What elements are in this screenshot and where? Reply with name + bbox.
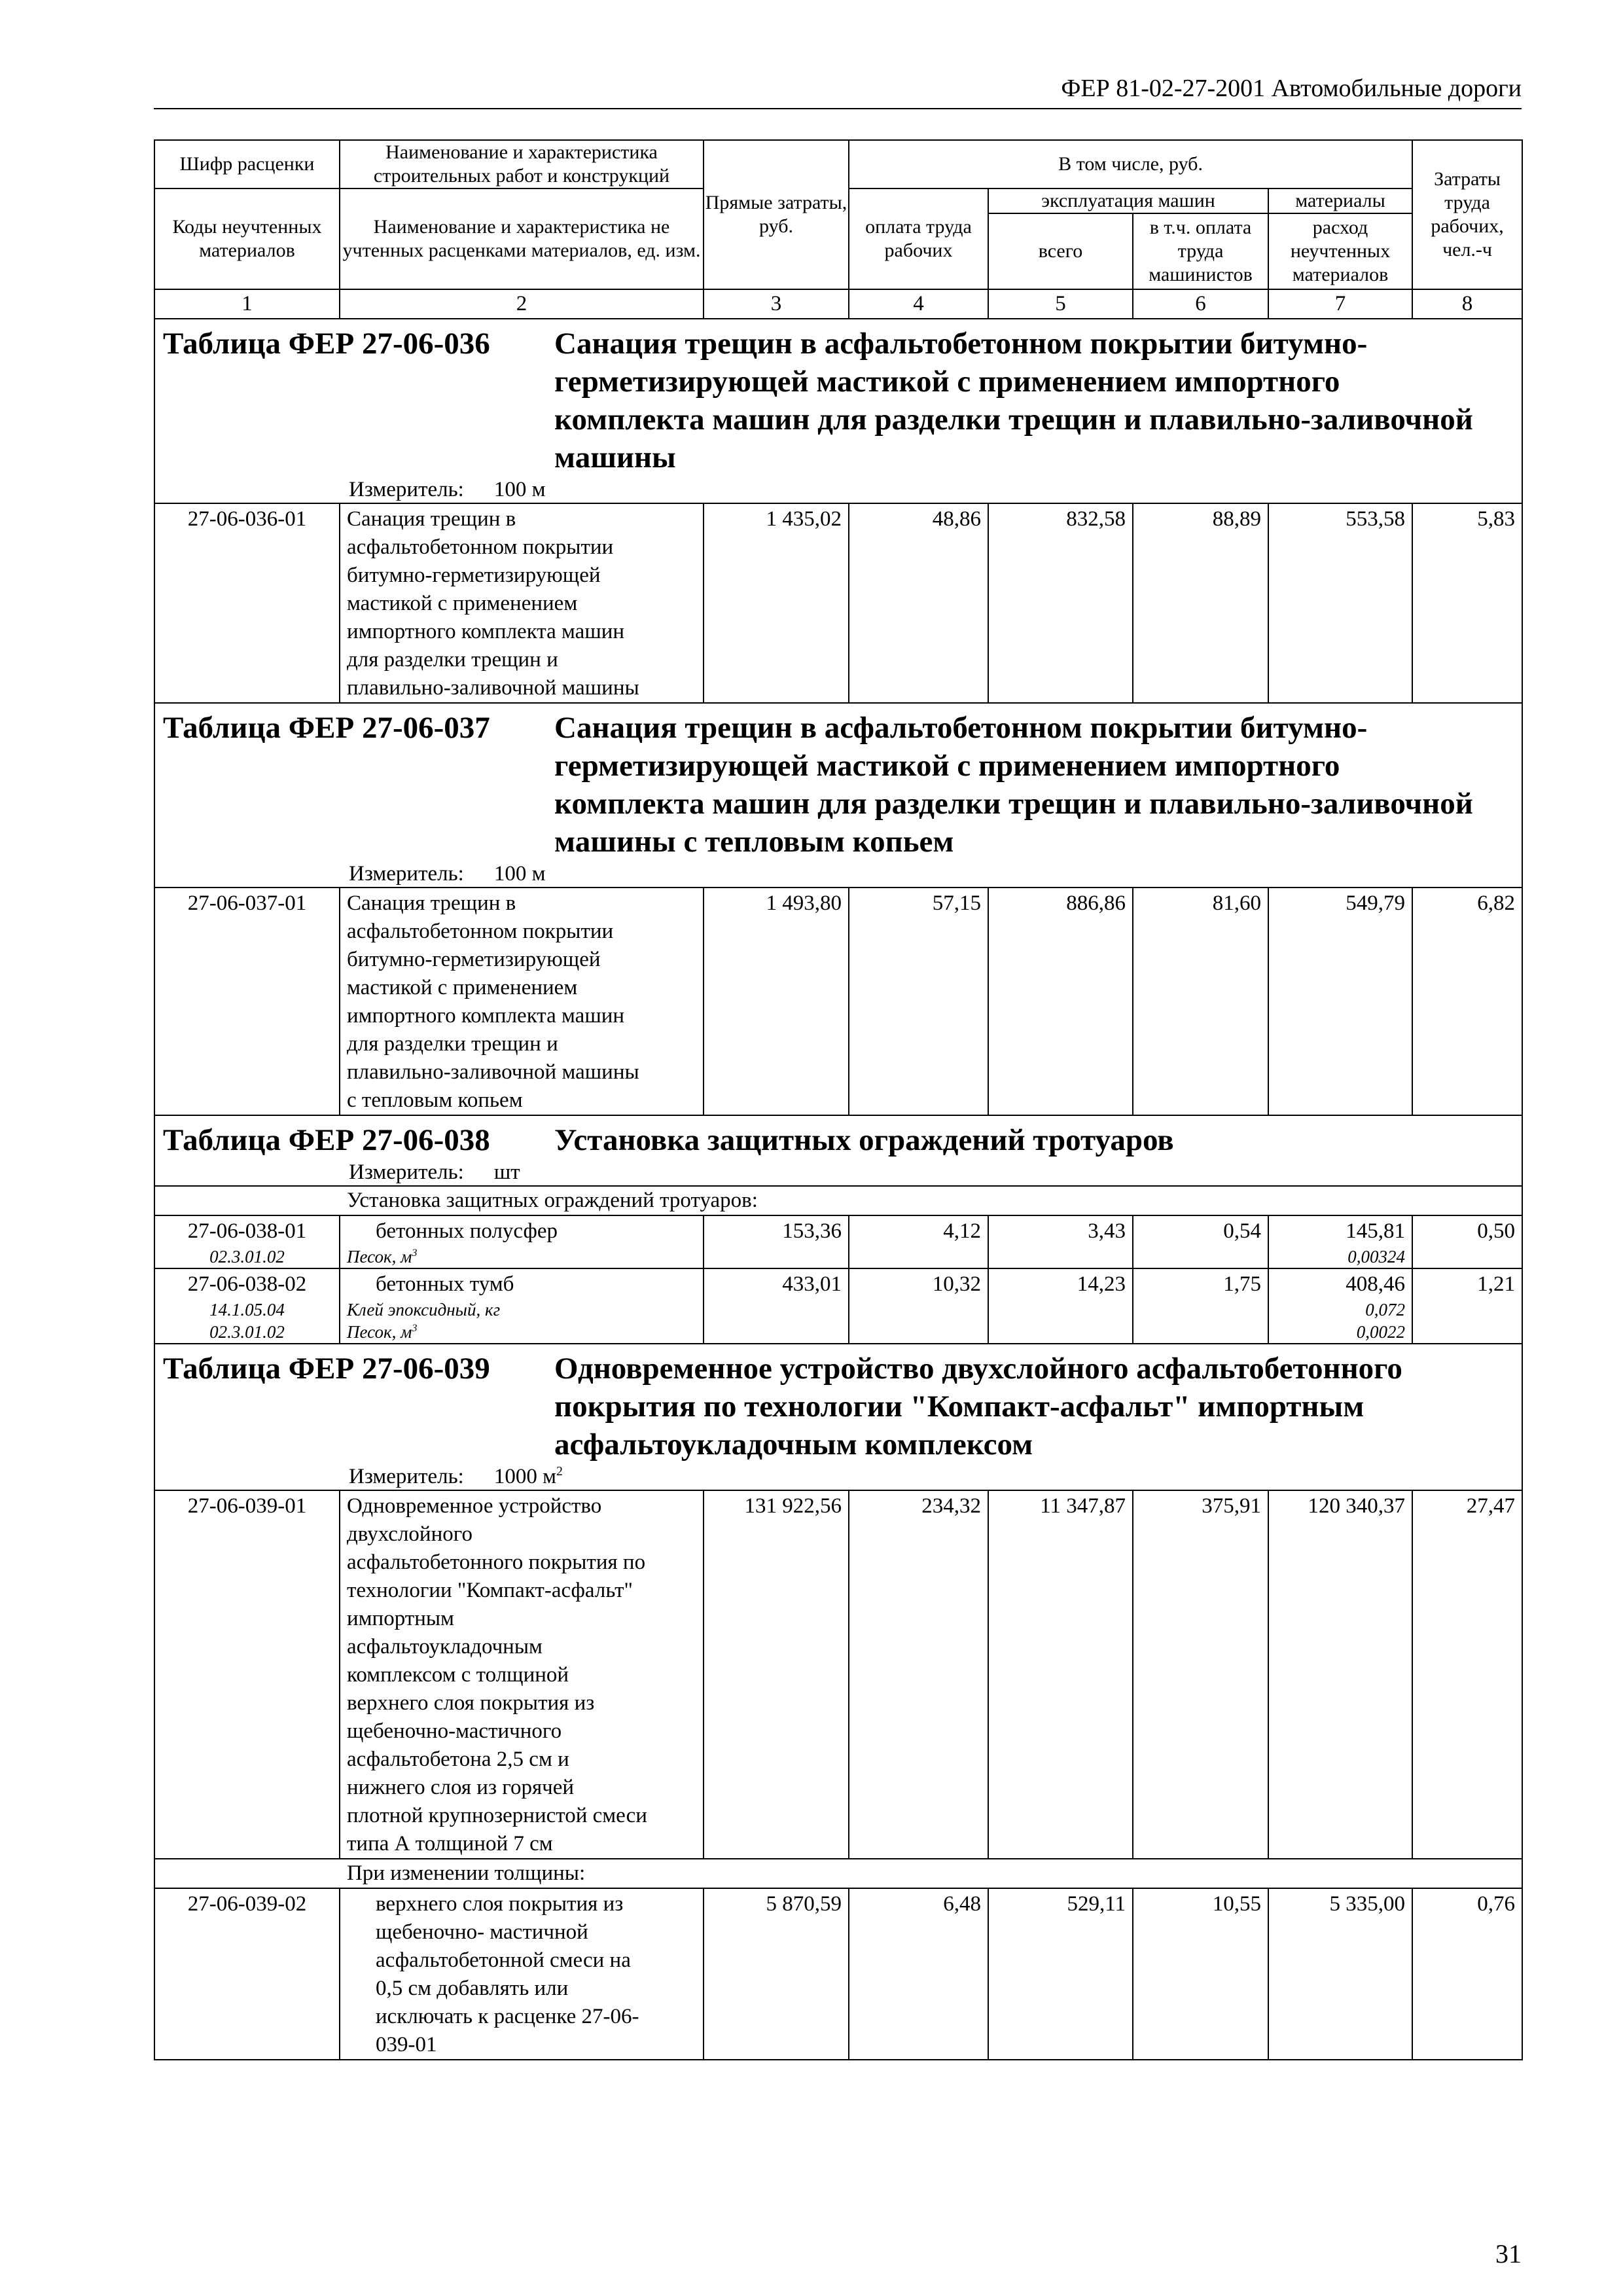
unit-superscript: 3 — [412, 1247, 418, 1259]
labor-hours: 0,76 — [1412, 1888, 1522, 2060]
rate-name-line: битумно-герметизирующей — [347, 564, 601, 587]
title-line: машины с тепловым копьем — [554, 825, 954, 859]
labor-hours: 27,47 — [1412, 1490, 1522, 1859]
materials-cost: 549,79 — [1268, 888, 1412, 1115]
column-number: 1 — [154, 289, 340, 319]
machines-total: 3,43 — [988, 1215, 1133, 1268]
rate-name: бетонных тумб — [376, 1272, 514, 1296]
materials-cost: 553,58 — [1268, 503, 1412, 703]
measure-value — [494, 1465, 563, 1488]
measure-value-text: 1000 м — [493, 1465, 556, 1488]
page-number: 31 — [1495, 2239, 1522, 2269]
group-label: При изменении толщины: — [154, 1859, 1522, 1888]
header-work-name: Наименование и характеристика строительных работ и конструкций — [340, 140, 704, 188]
direct-costs: 1 435,02 — [704, 503, 849, 703]
machinist-pay: 88,89 — [1133, 503, 1268, 703]
material-name-text: Песок, м — [347, 1247, 412, 1266]
material-name — [347, 1246, 699, 1268]
rate-name-line: 039-01 — [376, 2033, 437, 2056]
header-code: Шифр расценки — [154, 140, 340, 188]
title-line: Установка защитных ограждений тротуаров — [554, 1123, 1174, 1157]
materials-cost: 145,81 — [1346, 1219, 1406, 1243]
material-qty: 0,0022 — [1356, 1322, 1406, 1342]
measure-value: 100 м — [493, 478, 546, 501]
rate-name-line: технологии "Компакт-асфальт" — [347, 1579, 633, 1602]
material-name-text: Песок, м — [347, 1322, 412, 1342]
materials-cost: 5 335,00 — [1268, 1888, 1412, 2060]
title-line: герметизирующей мастикой с применением импортного — [554, 365, 1340, 399]
section-title — [554, 1121, 1512, 1159]
column-number: 2 — [340, 289, 704, 319]
header-unaccounted-materials: расход неучтенных материалов — [1268, 213, 1412, 289]
section-title-row — [154, 319, 1522, 476]
machines-total: 886,86 — [988, 888, 1133, 1115]
rate-name-cell — [340, 1268, 704, 1344]
unit-superscript: 3 — [412, 1322, 418, 1334]
header-material-names: Наименование и характеристика не учтенных расценками материалов, ед. изм. — [340, 188, 704, 289]
material-code: 02.3.01.02 — [209, 1322, 285, 1342]
machines-total: 529,11 — [988, 1888, 1133, 2060]
column-number: 4 — [849, 289, 988, 319]
materials-cost: 408,46 — [1346, 1272, 1406, 1296]
header-labor-pay: оплата труда рабочих — [849, 188, 988, 289]
title-line: Одновременное устройство двухслойного асфальтобетонного — [554, 1352, 1402, 1386]
section-title — [554, 709, 1512, 861]
labor-pay: 10,32 — [849, 1268, 988, 1344]
title-line: комплекта машин для разделки трещин и плавильно-заливочной — [554, 403, 1473, 437]
rate-name-line: исключать к расценке 27-06- — [376, 2005, 639, 2028]
rate-name-line: асфальтобетона 2,5 см и — [347, 1748, 569, 1771]
rate-name-line: импортного комплекта машин — [347, 620, 625, 643]
rate-name-line: Санация трещин в — [347, 507, 516, 531]
table-row — [154, 1490, 1522, 1859]
labor-pay: 48,86 — [849, 503, 988, 703]
rate-name-line: мастикой с применением — [347, 976, 578, 999]
rate-name-line: плавильно-заливочной машины — [347, 676, 639, 700]
section-number: Таблица ФЕР 27-06-039 — [163, 1352, 490, 1386]
rate-name-line: битумно-герметизирующей — [347, 948, 601, 971]
unit-superscript: 2 — [556, 1464, 563, 1479]
rate-name-line: асфальтобетонном покрытии — [347, 535, 614, 559]
table-row — [154, 1215, 1522, 1268]
rate-name-line: асфальтобетонной смеси на — [376, 1948, 631, 1972]
title-line: машины — [554, 440, 676, 475]
machinist-pay: 81,60 — [1133, 888, 1268, 1115]
rate-name-line: щебеночно- мастичной — [376, 1920, 588, 1944]
rate-name — [340, 503, 704, 703]
measure-row — [154, 861, 1522, 888]
direct-costs: 433,01 — [704, 1268, 849, 1344]
labor-pay: 6,48 — [849, 1888, 988, 2060]
rate-code: 27-06-039-02 — [154, 1888, 340, 2060]
table-row — [154, 1268, 1522, 1344]
materials-cell — [1268, 1268, 1412, 1344]
machinist-pay: 375,91 — [1133, 1490, 1268, 1859]
group-label: Установка защитных ограждений тротуаров: — [154, 1186, 1522, 1215]
measure-row — [154, 476, 1522, 503]
labor-pay: 234,32 — [849, 1490, 988, 1859]
material-code: 02.3.01.02 — [209, 1247, 285, 1266]
title-line: герметизирующей мастикой с применением импортного — [554, 749, 1340, 783]
section-number: Таблица ФЕР 27-06-036 — [163, 327, 490, 361]
header-machinist-pay: в т.ч. оплата труда машинистов — [1133, 213, 1268, 289]
title-line: комплекта машин для разделки трещин и плавильно-заливочной — [554, 787, 1473, 821]
column-numbers-row — [154, 289, 1522, 319]
direct-costs: 153,36 — [704, 1215, 849, 1268]
section-title-row — [154, 1115, 1522, 1159]
header-labor-cost: Затраты труда рабочих, чел.-ч — [1412, 140, 1522, 289]
rate-name — [340, 1490, 704, 1859]
labor-hours: 1,21 — [1412, 1268, 1522, 1344]
labor-hours: 5,83 — [1412, 503, 1522, 703]
rate-code: 27-06-036-01 — [154, 503, 340, 703]
material-qty: 0,00324 — [1347, 1247, 1406, 1266]
measure-row — [154, 1159, 1522, 1186]
header-including: В том числе, руб. — [849, 140, 1412, 188]
rate-name-line: двухслойного — [347, 1522, 473, 1546]
section-number: Таблица ФЕР 27-06-037 — [163, 711, 490, 745]
section-title-row — [154, 703, 1522, 861]
measure-label: Измеритель: — [349, 478, 464, 501]
rate-code-cell — [154, 1268, 340, 1344]
rate-name-line: импортным — [347, 1607, 454, 1630]
header-material-codes: Коды неучтенных материалов — [154, 188, 340, 289]
rate-name-line: плотной крупнозернистой смеси — [347, 1804, 647, 1827]
labor-hours: 0,50 — [1412, 1215, 1522, 1268]
rate-name-line: верхнего слоя покрытия из — [376, 1892, 624, 1916]
material-code: 14.1.05.04 — [209, 1300, 285, 1319]
rate-code-cell — [154, 1215, 340, 1268]
title-line: асфальтоукладочным комплексом — [554, 1427, 1033, 1462]
material-name: Клей эпоксидный, кг — [347, 1300, 501, 1319]
title-line: Санация трещин в асфальтобетонном покрытии битумно- — [554, 711, 1368, 745]
measure-label: Измеритель: — [349, 1160, 464, 1184]
table-row — [154, 503, 1522, 703]
rate-name-line: верхнего слоя покрытия из — [347, 1691, 595, 1715]
labor-pay: 4,12 — [849, 1215, 988, 1268]
title-line: покрытия по технологии "Компакт-асфальт" импортным — [554, 1390, 1364, 1424]
rate-code: 27-06-039-01 — [154, 1490, 340, 1859]
machines-total: 832,58 — [988, 503, 1133, 703]
machinist-pay: 0,54 — [1133, 1215, 1268, 1268]
rates-table — [154, 139, 1523, 2060]
rate-name-line: типа А толщиной 7 см — [347, 1832, 553, 1856]
machines-total: 14,23 — [988, 1268, 1133, 1344]
rate-name — [340, 888, 704, 1115]
column-number: 5 — [988, 289, 1133, 319]
rate-name-line: для разделки трещин и — [347, 648, 558, 672]
materials-cell — [1268, 1215, 1412, 1268]
rate-name-line: асфальтоукладочным — [347, 1635, 543, 1659]
measure-value: шт — [493, 1160, 520, 1184]
rate-name — [340, 1888, 704, 2060]
rate-name-line: асфальтобетонном покрытии — [347, 920, 614, 943]
measure-label: Измеритель: — [349, 862, 464, 886]
labor-hours: 6,82 — [1412, 888, 1522, 1115]
column-number: 3 — [704, 289, 849, 319]
materials-cost: 120 340,37 — [1268, 1490, 1412, 1859]
rate-name-line: импортного комплекта машин — [347, 1004, 625, 1028]
machines-total: 11 347,87 — [988, 1490, 1133, 1859]
section-title — [554, 1350, 1512, 1463]
measure-value: 100 м — [493, 862, 546, 886]
rate-name-line: 0,5 см добавлять или — [376, 1977, 569, 2000]
direct-costs: 131 922,56 — [704, 1490, 849, 1859]
rate-name-line: щебеночно-мастичного — [347, 1719, 562, 1743]
column-number: 7 — [1268, 289, 1412, 319]
section-title — [554, 325, 1512, 476]
rate-name-line: с тепловым копьем — [347, 1088, 523, 1112]
header-rule — [154, 108, 1522, 109]
direct-costs: 1 493,80 — [704, 888, 849, 1115]
measure-row — [154, 1463, 1522, 1490]
rate-name-line: Санация трещин в — [347, 891, 516, 915]
header-materials: материалы — [1268, 188, 1412, 213]
rate-code: 27-06-037-01 — [154, 888, 340, 1115]
rate-name-line: Одновременное устройство — [347, 1494, 602, 1518]
section-title-row — [154, 1344, 1522, 1463]
table-row — [154, 1888, 1522, 2060]
material-name — [347, 1321, 699, 1343]
measure-label: Измеритель: — [349, 1465, 464, 1488]
machinist-pay: 1,75 — [1133, 1268, 1268, 1344]
running-header: ФЕР 81-02-27-2001 Автомобильные дороги — [1061, 75, 1522, 102]
header-direct-costs: Прямые затраты, руб. — [704, 140, 849, 289]
direct-costs: 5 870,59 — [704, 1888, 849, 2060]
header-machines: эксплуатация машин — [988, 188, 1268, 213]
rate-name-line: для разделки трещин и — [347, 1032, 558, 1056]
rate-name-line: плавильно-заливочной машины — [347, 1060, 639, 1084]
labor-pay: 57,15 — [849, 888, 988, 1115]
rate-code: 27-06-038-01 — [187, 1219, 307, 1243]
rate-name: бетонных полусфер — [376, 1219, 558, 1243]
title-line: Санация трещин в асфальтобетонном покрытии битумно- — [554, 327, 1368, 361]
rate-name-line: мастикой с применением — [347, 592, 578, 615]
rate-name-cell — [340, 1215, 704, 1268]
table-row — [154, 888, 1522, 1115]
column-number: 6 — [1133, 289, 1268, 319]
header-machines-total: всего — [988, 213, 1133, 289]
machinist-pay: 10,55 — [1133, 1888, 1268, 2060]
rate-code: 27-06-038-02 — [187, 1272, 307, 1296]
material-qty: 0,072 — [1365, 1300, 1406, 1319]
section-number: Таблица ФЕР 27-06-038 — [163, 1123, 490, 1157]
column-number: 8 — [1412, 289, 1522, 319]
rate-name-line: комплексом с толщиной — [347, 1663, 569, 1687]
rate-name-line: асфальтобетонного покрытия по — [347, 1551, 646, 1574]
rate-name-line: нижнего слоя из горячей — [347, 1776, 575, 1799]
